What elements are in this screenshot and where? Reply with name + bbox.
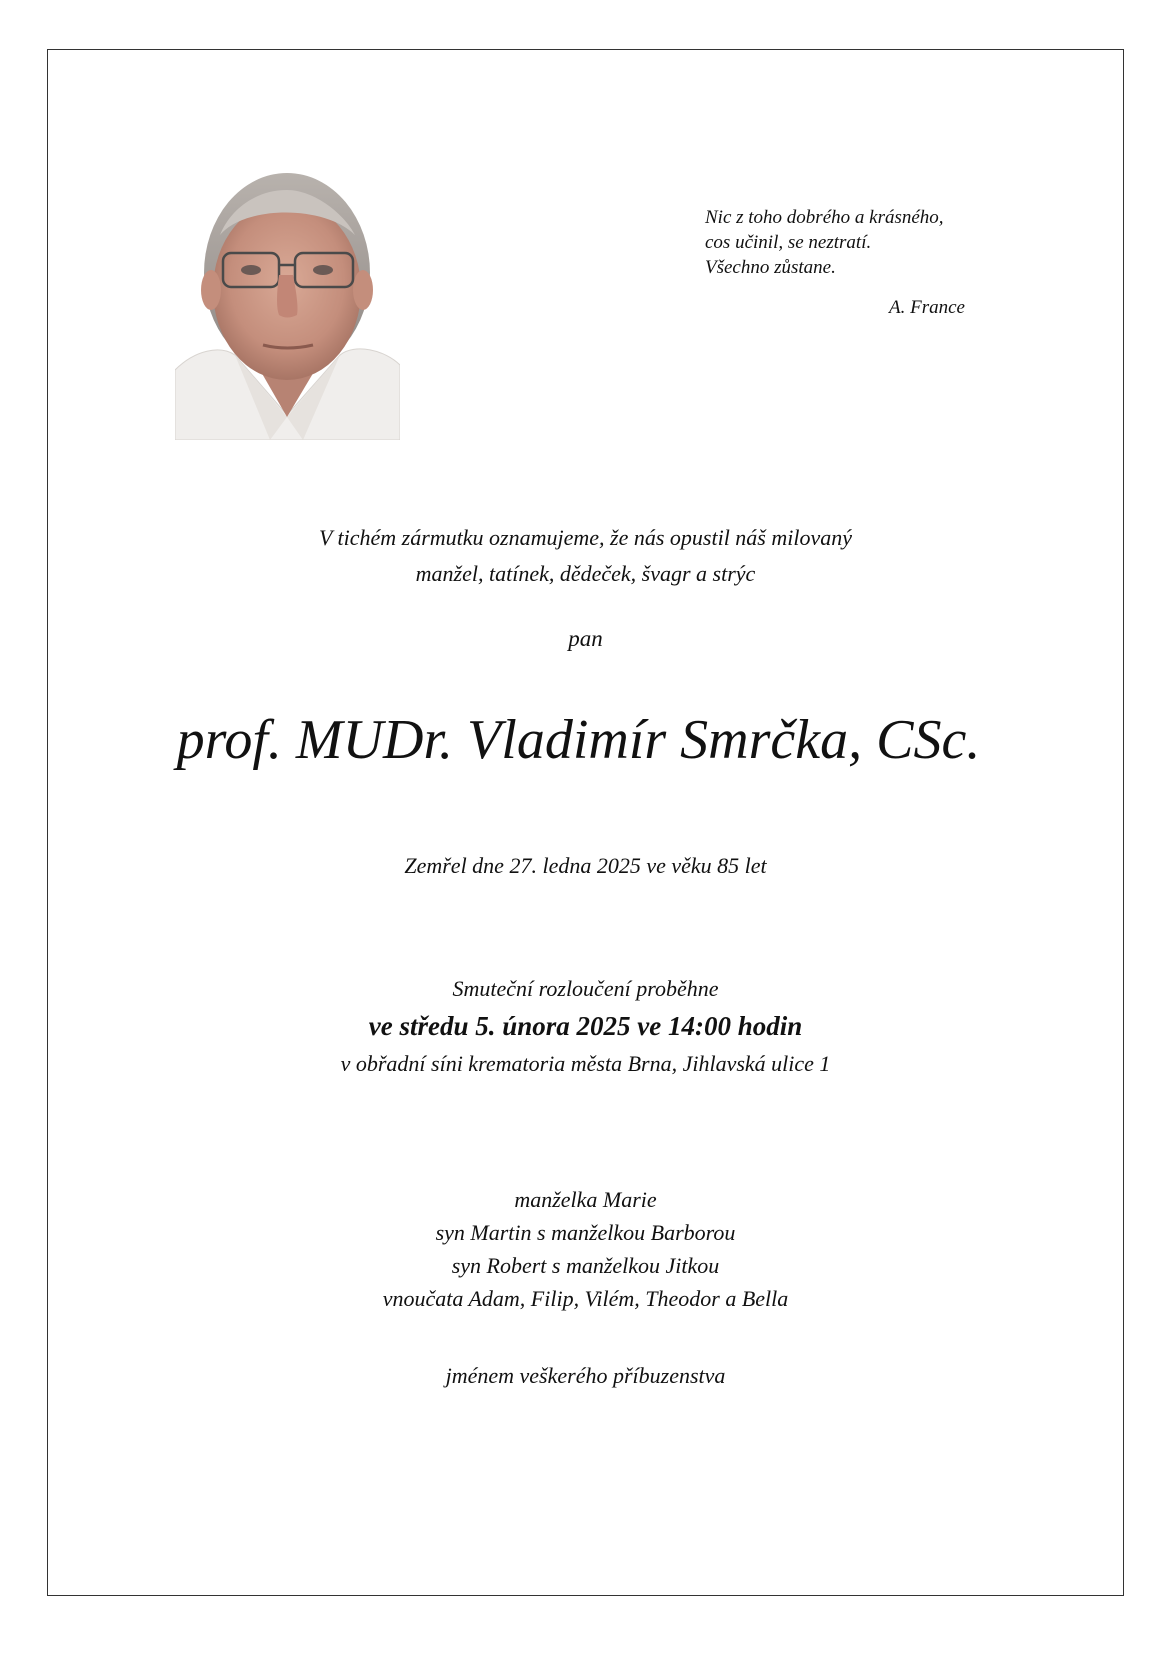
family-member: vnoučata Adam, Filip, Vilém, Theodor a Bella [382, 1286, 789, 1311]
announcement-line: manžel, tatínek, dědeček, švagr a strýc [415, 561, 756, 586]
quote-line: cos učinil, se neztratí. [705, 232, 872, 253]
family-member: syn Martin s manželkou Barborou [435, 1220, 736, 1245]
quote-author: A. France [889, 297, 965, 318]
quote-line: Nic z toho dobrého a krásného, [705, 207, 944, 228]
on-behalf-line: jménem veškerého příbuzenstva [445, 1363, 726, 1388]
announcement [47, 520, 1124, 592]
salutation: pan [568, 626, 603, 651]
deceased-name: prof. MUDr. Vladimír Smrčka, CSc. [176, 709, 981, 771]
family-list [47, 1183, 1124, 1315]
funeral-info [47, 972, 1124, 1082]
death-notice: Zemřel dne 27. ledna 2025 ve věku 85 let [404, 853, 767, 878]
family-member: manželka Marie [514, 1187, 657, 1212]
funeral-place: v obřadní síni krematoria města Brna, Jihlavská ulice 1 [340, 1051, 831, 1076]
funeral-intro: Smuteční rozloučení proběhne [452, 976, 719, 1001]
family-member: syn Robert s manželkou Jitkou [451, 1253, 720, 1278]
portrait-photo [175, 155, 400, 440]
epigraph-quote [705, 205, 1025, 320]
funeral-datetime: ve středu 5. února 2025 ve 14:00 hodin [368, 1011, 803, 1041]
announcement-line: V tichém zármutku oznamujeme, že nás opustil náš milovaný [318, 525, 853, 550]
quote-line: Všechno zůstane. [705, 257, 836, 278]
